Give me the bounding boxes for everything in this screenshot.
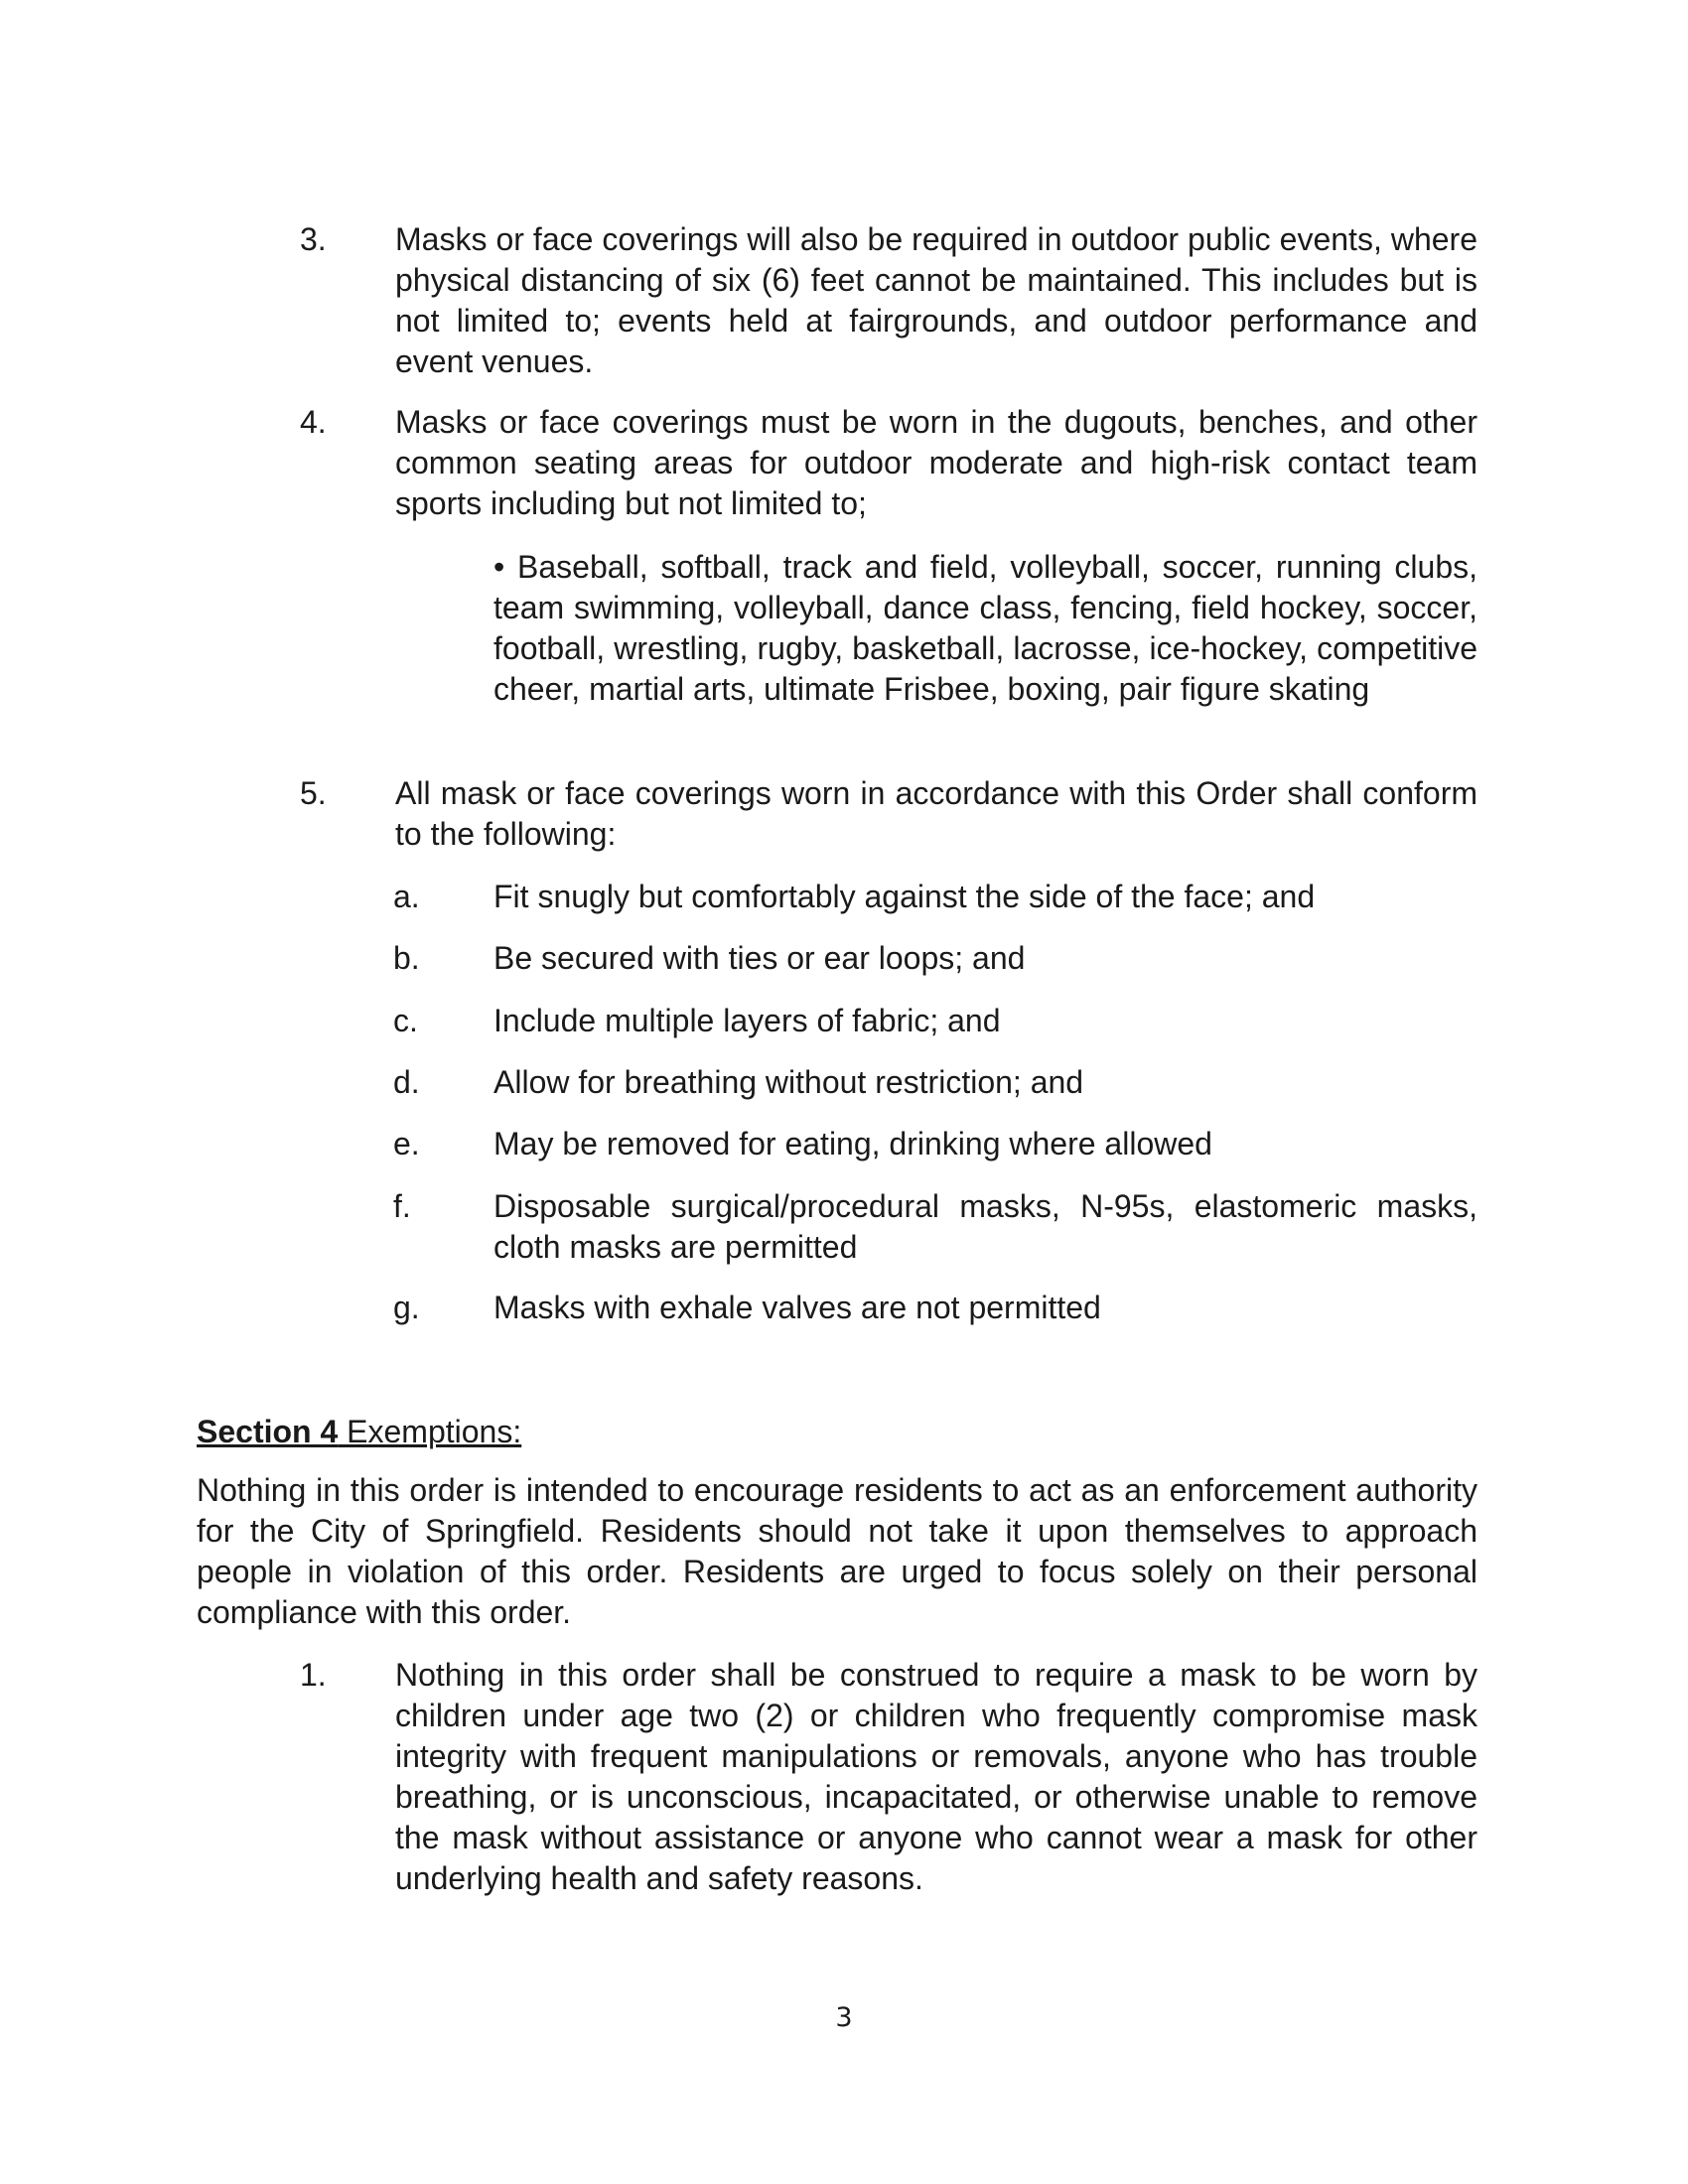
sub-letter: f. [393, 1188, 411, 1224]
sub-text: Include multiple layers of fabric; and [493, 1003, 1001, 1038]
sub-text: Fit snugly but comfortably against the side of the face; and [493, 879, 1316, 914]
sub-letter: b. [393, 940, 420, 976]
section-label: Section 4 [197, 1414, 339, 1449]
section-title: Exemptions: [338, 1414, 522, 1449]
section-intro: Nothing in this order is intended to encourage residents to act as an enforcement authority for the City of Springfield. Residents should not take it upon themselves to approach people in violation of this order. Residents are urged to focus solely on their personal compliance with this order. [197, 1472, 1477, 1630]
sports-bullet: • Baseball, softball, track and field, volleyball, soccer, running clubs, team swimming, volleyball, dance class, fencing, field hockey, soccer, football, wrestling, rugby, basketball, lacrosse, ice-hockey, competitive cheer, martial arts, ultimate Frisbee, boxing, pair figure skating [493, 549, 1477, 707]
sub-letter: e. [393, 1126, 420, 1161]
list-text: All mask or face coverings worn in accordance with this Order shall conform to the following: [395, 775, 1477, 852]
sub-text: Be secured with ties or ear loops; and [493, 940, 1026, 976]
list-number: 1. [300, 1657, 327, 1693]
sub-letter: c. [393, 1003, 418, 1038]
sub-letter: a. [393, 879, 420, 914]
list-text: Nothing in this order shall be construed to require a mask to be worn by children under age two (2) or children who frequently compromise mask integrity with frequent manipulations or removals, anyone who has trouble breathing, or is unconscious, incapacitated, or otherwise unable to remove the mask without assistance or anyone who cannot wear a mask for other underlying health and safety reasons. [395, 1657, 1477, 1896]
sub-letter: d. [393, 1064, 420, 1100]
list-number: 3. [300, 221, 327, 257]
sub-text: Masks with exhale valves are not permitted [493, 1290, 1101, 1325]
sub-text: Disposable surgical/procedural masks, N-95s, elastomeric masks, cloth masks are permitted [493, 1188, 1477, 1265]
list-number: 4. [300, 404, 327, 440]
sub-text: May be removed for eating, drinking where allowed [493, 1126, 1212, 1161]
section-heading [197, 1412, 521, 1452]
list-text: Masks or face coverings will also be required in outdoor public events, where physical distancing of six (6) feet cannot be maintained. This includes but is not limited to; events held at fairgrounds, and outdoor performance and event venues. [395, 221, 1477, 379]
page-number: 3 [835, 2002, 853, 2033]
list-text: Masks or face coverings must be worn in the dugouts, benches, and other common seating areas for outdoor moderate and high-risk contact team sports including but not limited to; [395, 404, 1477, 521]
sub-letter: g. [393, 1290, 420, 1325]
list-number: 5. [300, 775, 327, 811]
sub-text: Allow for breathing without restriction; and [493, 1064, 1084, 1100]
